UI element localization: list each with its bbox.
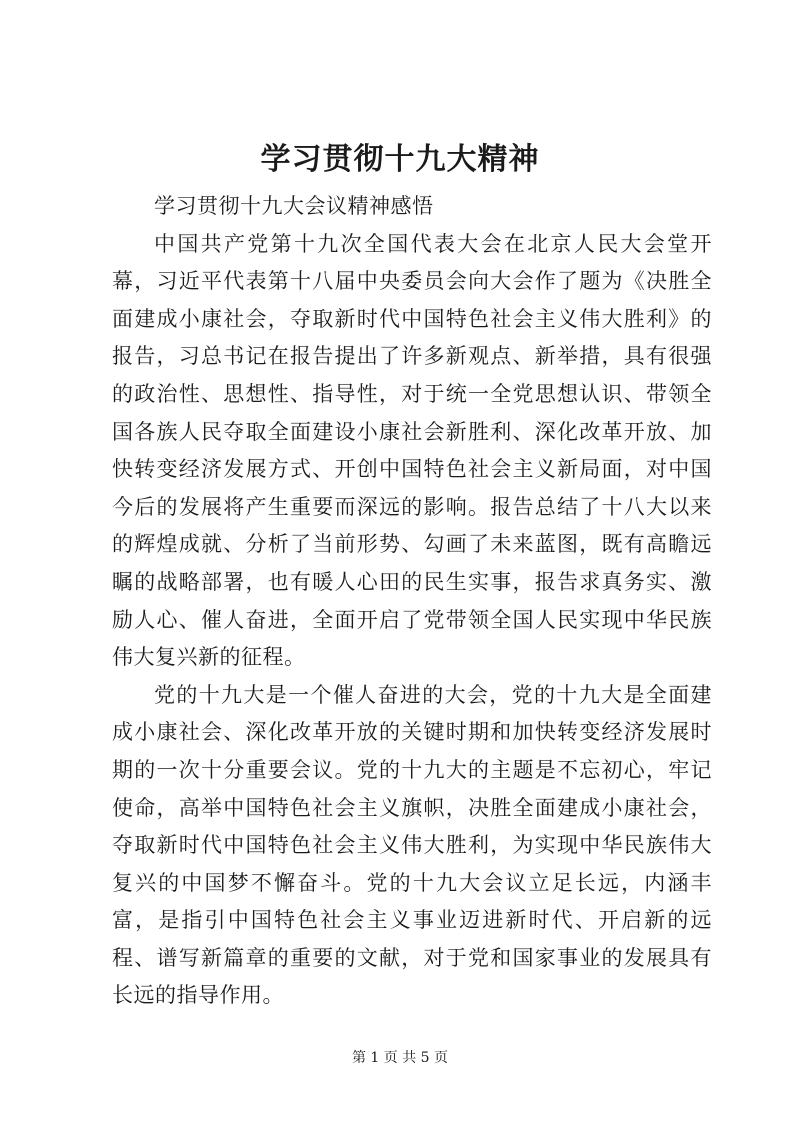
document-subtitle: 学习贯彻十九大会议精神感悟 [154, 194, 434, 218]
paragraph: 中国共产党第十九次全国代表大会在北京人民大会堂开幕，习近平代表第十八届中央委员会向大会作了题为《决胜全面建成小康社会，夺取新时代中国特色社会主义伟大胜利》的报告，习总书记在报告提出了许多新观点、新举措，具有很强的政治性、思想性、指导性，对于统一全党思想认识、带领全国各族人民夺取全面建设小康社会新胜利、深化改革开放、加快转变经济发展方式、开创中国特色社会主义新局面，对中国今后的发展将产生重要而深远的影响。报告总结了十八大以来的辉煌成就、分析了当前形势、勾画了未来蓝图，既有高瞻远瞩的战略部署，也有暖人心田的民生实事，报告求真务实、激励人心、催人奋进，全面开启了党带领全国人民实现中华民族伟大复兴新的征程。 [112, 231, 712, 670]
document-title: 学习贯彻十九大精神 [260, 142, 540, 177]
page-number-footer: 第 1 页 共 5 页 [351, 1050, 449, 1066]
document-body [112, 188, 712, 1015]
paragraph: 党的十九大是一个催人奋进的大会，党的十九大是全面建成小康社会、深化改革开放的关键时期和加快转变经济发展时期的一次十分重要会议。党的十九大的主题是不忘初心，牢记使命，高举中国特色社会主义旗帜，决胜全面建成小康社会，夺取新时代中国特色社会主义伟大胜利，为实现中华民族伟大复兴的中国梦不懈奋斗。党的十九大会议立足长远，内涵丰富，是指引中国特色社会主义事业迈进新时代、开启新的远程、谱写新篇章的重要的文献，对于党和国家事业的发展具有长远的指导作用。 [112, 682, 712, 1008]
